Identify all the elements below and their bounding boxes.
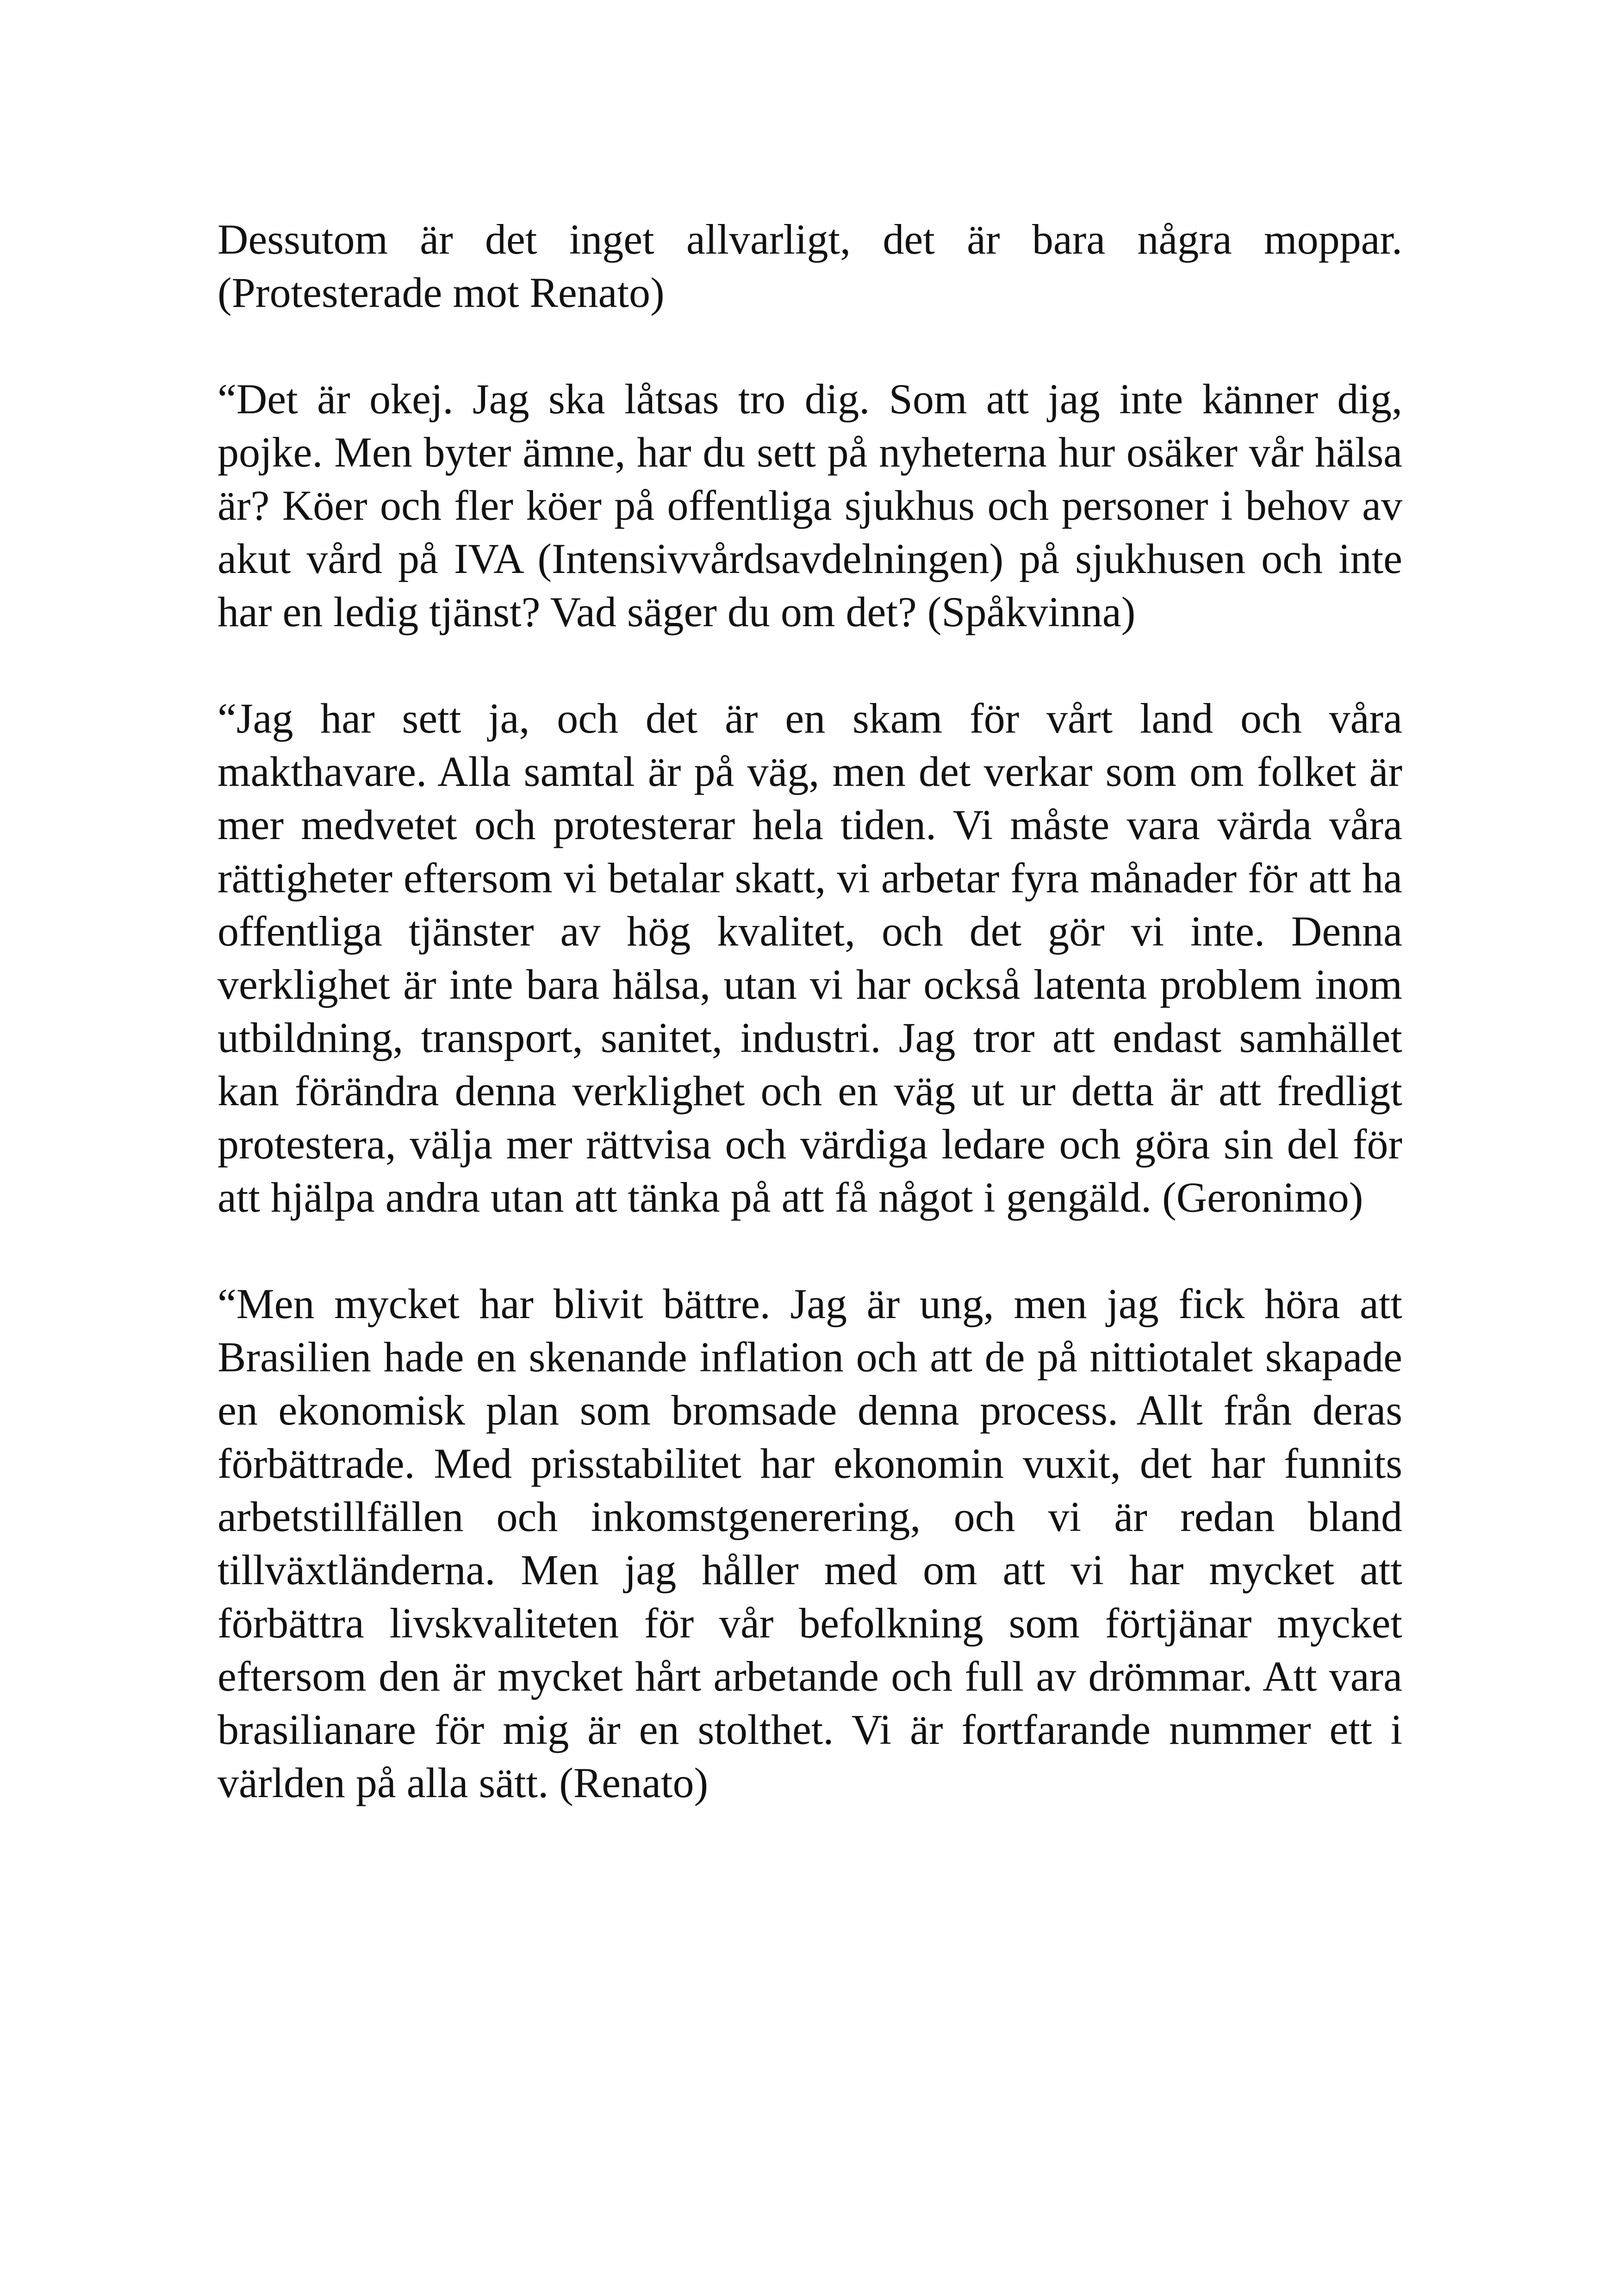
document-body — [218, 213, 1402, 1810]
paragraph-geronimo: “Jag har sett ja, och det är en skam för vårt land och våra makthavare. Alla samtal är på väg, men det verkar som om folket är mer medvetet och protesterar hela tiden. Vi måste vara värda våra rättigheter eftersom vi betalar skatt, vi arbetar fyra månader för att ha offentliga tjänster av hög kvalitet, och det gör vi inte. Denna verklighet är inte bara hälsa, utan vi har också latenta problem inom utbildning, transport, sanitet, industri. Jag tror att endast samhället kan förändra denna verklighet och en väg ut ur detta är att fredligt protestera, välja mer rättvisa och värdiga ledare och göra sin del för att hjälpa andra utan att tänka på att få något i gengäld. (Geronimo) — [218, 695, 1402, 1221]
paragraph-protest: Dessutom är det inget allvarligt, det är bara några moppar. (Protesterade mot Renato) — [218, 216, 1402, 316]
paragraph-fortune-teller: “Det är okej. Jag ska låtsas tro dig. Som att jag inte känner dig, pojke. Men byter ämne, har du sett på nyheterna hur osäker vår hälsa är? Köer och fler köer på offentliga sjukhus och personer i behov av akut vård på IVA (Intensivvårdsavdelningen) på sjukhusen och inte har en ledig tjänst? Vad säger du om det? (Spåkvinna) — [218, 375, 1402, 635]
paragraph-renato: “Men mycket har blivit bättre. Jag är ung, men jag fick höra att Brasilien hade en skenande inflation och att de på nittiotalet skapade en ekonomisk plan som bromsade denna process. Allt från deras förbättrade. Med prisstabilitet har ekonomin vuxit, det har funnits arbetstillfällen och inkomstgenerering, och vi är redan bland tillväxtländerna. Men jag håller med om att vi har mycket att förbättra livskvaliteten för vår befolkning som förtjänar mycket eftersom den är mycket hårt arbetande och full av drömmar. Att vara brasilianare för mig är en stolthet. Vi är fortfarande nummer ett i världen på alla sätt. (Renato) — [218, 1280, 1402, 1806]
